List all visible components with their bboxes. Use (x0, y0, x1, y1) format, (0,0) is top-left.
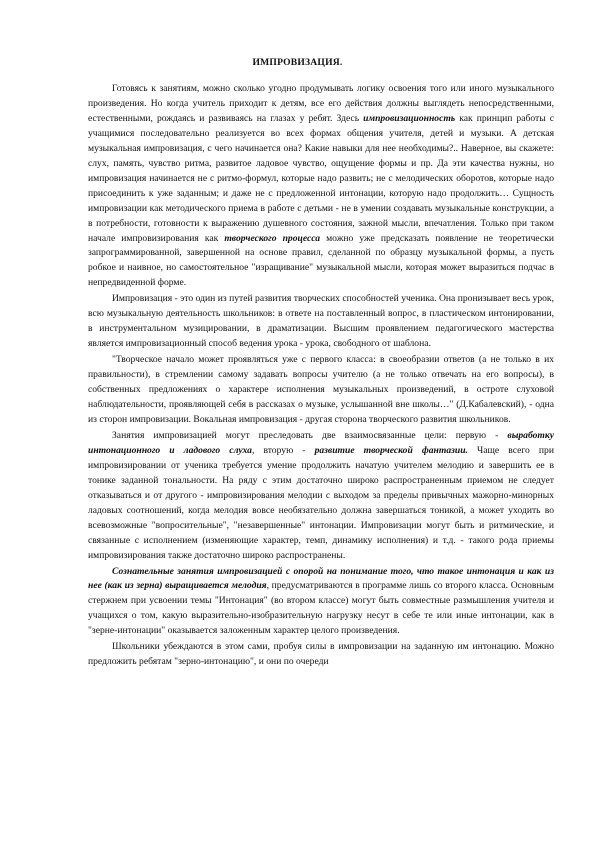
text-run: Готовясь к занятиям, можно сколько угодно продумывать логику освоения того или иного музыкального произведения. Но когда учитель приходит к детям, все его действия должны выглядеть непосредственными, естественными, рождаясь и развиваясь на глазах у ребят. Здесь (88, 83, 554, 124)
emphasis-text: выработку интонационного и ладового слуха (88, 429, 554, 456)
emphasis-text: развитие творческой фантазии. (314, 444, 468, 456)
text-run: Чаще всего при импровизировании от ученика требуется умение продолжить начатую учителем мелодию и завершить ее в тонике заданной тональности. На ряду с этим достаточно широко распространенным приемом не следует отказываться и от другого - импровизирования мелодии с выходом за пределы привычных мажорно-минорных ладовых соотношений, когда мелодия вовсе необязательно должна завершаться тоникой, а может уходить во всевозможные "вопросительные", "незавершенные" интонации. Импровизации могут быть и ритмические, и связанные с исполнением (изменяющие характер, темп, динамику исполнения) и т.д. - такого рода приемы импровизирования также достаточно широко распространены. (88, 444, 554, 561)
text-run: Школьники убеждаются в этом сами, пробуя силы в импровизации на заданную им интонацию. Можно предложить ребятам "зерно-интонацию", и они по очереди (88, 641, 554, 668)
text-run: Занятия импровизацией могут преследовать две взаимосвязанные цели: первую - (112, 429, 508, 441)
text-run: можно уже предсказать появление не теоретически запрограммированной, завершенной на основе правил, сделанной по образцу музыкальной формы, а пусть робкое и наивное, но самостоятельное "изращивание" музыкальной мысли, которая может выразиться подчас в непредвиденной форме. (88, 232, 554, 289)
paragraph (88, 353, 554, 428)
paragraph (88, 82, 554, 291)
paragraph (88, 640, 554, 670)
paragraph (88, 292, 554, 352)
text-run: Импровизация - это один из путей развития творческих способностей ученика. Она пронизывает весь урок, всю музыкальную деятельность школьников: в ответе на поставленный вопрос, в пластическом интонировании, в инструментальном музицировании, в драматизации. Высшим проявлением педагогического мастерства является импровизационный способ ведения урока - урока, свободного от шаблона. (88, 293, 554, 350)
emphasis-text: творческого процесса (224, 232, 321, 244)
text-run: "Творческое начало может проявляться уже с первого класса: в своеобразии ответов (а не только в их правильности), в стремлении самому задавать вопросы учителю (а не только отвечать на его вопросы), в собственных предложениях о характере исполнения музыкальных произведений, в остроте слуховой наблюдательности, проявляющей себя в рассказах о музыке, услышанной вне школы…" (Д.Кабалевский), - одна из сторон импровизации. Вокальная импровизация - другая сторона творческого развития школьников. (88, 354, 554, 425)
text-run: , предусматриваются в программе лишь со второго класса. Основным стержнем при усвоении темы "Интонация" (во втором классе) могут быть совместные размышления учителя и учащихся о том, какую выразительно-изобразительную нагрузку несут в себе те или иные интонации, как в "зерне-интонации" оказывается заложенным характер целого произведения. (88, 580, 555, 637)
text-run: как принцип работы с учащимися последовательно реализуется во всех формах общения учителя, детей и музыки. А детская музыкальная импровизация, с чего начинается она? Какие навыки для нее необходимы?.. Наверное, вы скажете: слух, память, чувство ритма, развитое ладовое чувство, ощущение формы и пр. Да эти качества нужны, но импровизация начинается не с ритмо-формул, которые надо развить; не с мелодических оборотов, которые надо присоединить к уже заданным; и даже не с предложенной интонации, которую надо продолжить… Сущность импровизации как методического приема в работе с детьми - не в умении создавать музыкальные конструкции, а в потребности, готовности к выражению душевного состояния, зажной мысли, впечатления. Только при таком начале импровизирования как (88, 112, 554, 244)
emphasis-text: Сознательные занятия импровизацией с опорой на понимание того, что такое интонация и как из нее (как из зерна) выращивается мелодия (88, 565, 554, 592)
document-body (88, 82, 554, 670)
text-run: , вторую - (251, 444, 315, 456)
paragraph (88, 429, 554, 564)
paragraph (88, 565, 554, 640)
emphasis-text: импровизационность (363, 112, 456, 124)
document-title: ИМПРОВИЗАЦИЯ. (252, 57, 343, 68)
